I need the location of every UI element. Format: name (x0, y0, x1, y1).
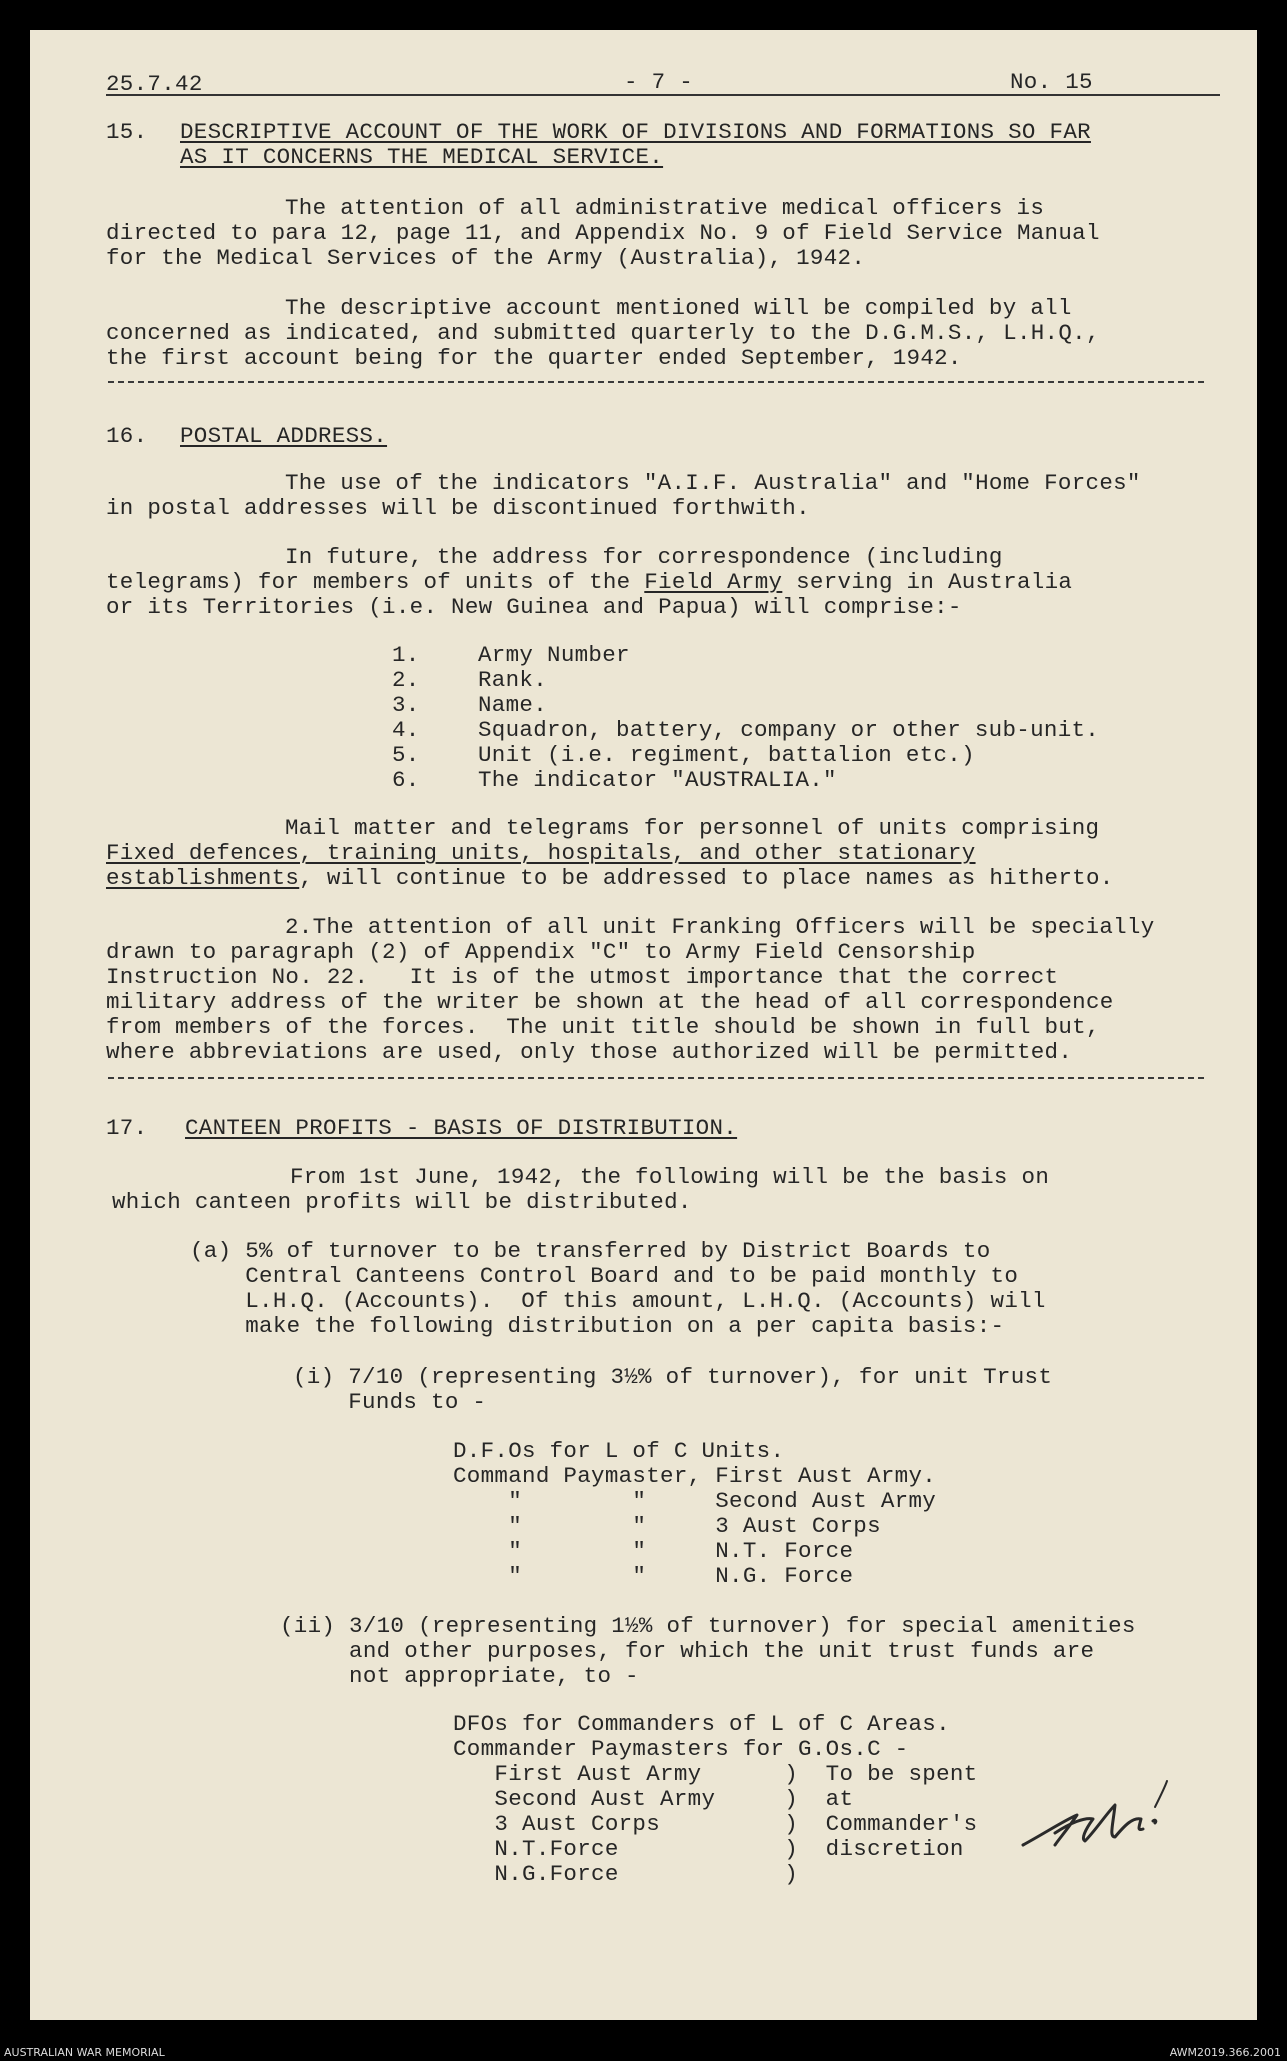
section-17-title: CANTEEN PROFITS - BASIS OF DISTRIBUTION. (185, 1115, 738, 1141)
s15-p2-line: The descriptive account mentioned will be compiled by all (285, 295, 1072, 321)
list-number: 6. (392, 767, 420, 793)
s17-a-line: Central Canteens Control Board and to be paid monthly to (190, 1263, 1019, 1289)
s16-p4-line: Instruction No. 22. It is of the utmost importance that the correct (106, 964, 1059, 990)
s16-p3-text: , will continue to be addressed to place names as hitherto. (299, 865, 1114, 891)
s16-p3-underlined-line: Fixed defences, training units, hospitals, and other stationary (106, 840, 976, 866)
s17-p1-line: which canteen profits will be distributed. (112, 1189, 692, 1215)
s17-a-line: L.H.Q. (Accounts). Of this amount, L.H.Q. (Accounts) will (190, 1288, 1046, 1314)
paymaster-line: " " N.G. Force (453, 1563, 854, 1589)
list-item: Name. (478, 692, 548, 718)
s16-p1-line: in postal addresses will be discontinued forthwith. (106, 495, 810, 521)
section-15-title-line-2: AS IT CONCERNS THE MEDICAL SERVICE. (180, 144, 664, 170)
section-15-title-line-1: DESCRIPTIVE ACCOUNT OF THE WORK OF DIVISIONS AND FORMATIONS SO FAR (180, 119, 1091, 145)
s16-p3-line (106, 866, 1114, 891)
s16-p2-line: or its Territories (i.e. New Guinea and Papua) will comprise:- (106, 594, 962, 620)
section-16-title: POSTAL ADDRESS. (180, 423, 388, 449)
s16-p3-line: Mail matter and telegrams for personnel of units comprising (285, 815, 1100, 841)
list-number: 1. (392, 642, 420, 668)
s15-p1-line: The attention of all administrative medical officers is (285, 195, 1045, 221)
s16-p4-line: 2.The attention of all unit Franking Officers will be specially (285, 914, 1155, 940)
commander-line: Second Aust Army ) at (453, 1786, 854, 1812)
document-number: No. 15 (1010, 69, 1093, 95)
s15-p2-line: the first account being for the quarter ended September, 1942. (106, 345, 962, 371)
s17-i-line: (i) 7/10 (representing 3½% of turnover), for unit Trust (293, 1364, 1053, 1390)
commander-line: First Aust Army ) To be spent (453, 1761, 978, 1787)
section-17-number: 17. (106, 1115, 148, 1141)
s16-p4-line: from members of the forces. The unit title should be shown in full but, (106, 1014, 1100, 1040)
commander-line: 3 Aust Corps ) Commander's (453, 1811, 978, 1837)
s16-p2-text: telegrams) for members of units of the (106, 569, 645, 595)
s16-p4-line: drawn to paragraph (2) of Appendix "C" to Army Field Censorship (106, 939, 976, 965)
paymaster-line: " " 3 Aust Corps (453, 1513, 881, 1539)
list-item: The indicator "AUSTRALIA." (478, 767, 837, 793)
list-number: 4. (392, 717, 420, 743)
paymaster-line: " " Second Aust Army (453, 1488, 937, 1514)
header-rule (106, 94, 1220, 96)
paymaster-line: D.F.Os for L of C Units. (453, 1438, 785, 1464)
paymaster-line: " " N.T. Force (453, 1538, 854, 1564)
page-number: - 7 - (624, 69, 694, 95)
s17-ii-line: and other purposes, for which the unit trust funds are (280, 1638, 1095, 1664)
s17-ii-line: not appropriate, to - (280, 1663, 639, 1689)
section-divider (108, 381, 1204, 383)
header-date: 25.7.42 (106, 71, 203, 97)
s16-p2-line (106, 570, 1072, 595)
paymaster-line: Command Paymaster, First Aust Army. (453, 1463, 937, 1489)
s16-p4-line: where abbreviations are used, only those authorized will be permitted. (106, 1039, 1073, 1065)
s15-p1-line: directed to para 12, page 11, and Appendix No. 9 of Field Service Manual (106, 220, 1100, 246)
handwritten-initials-signature (1015, 1775, 1195, 1865)
commander-line: N.T.Force ) discretion (453, 1836, 964, 1862)
commander-line: N.G.Force ) (453, 1861, 799, 1887)
s16-p2-line: In future, the address for correspondence (including (285, 544, 1003, 570)
field-army-underlined: Field Army (644, 569, 783, 595)
list-item: Squadron, battery, company or other sub-unit. (478, 717, 1100, 743)
list-number: 3. (392, 692, 420, 718)
archive-footer-right: AWM2019.366.2001 (1169, 2046, 1281, 2059)
section-16-number: 16. (106, 423, 148, 449)
s16-p1-line: The use of the indicators "A.I.F. Australia" and "Home Forces" (285, 470, 1141, 496)
commander-line: Commander Paymasters for G.Os.C - (453, 1736, 909, 1762)
s17-a-line: (a) 5% of turnover to be transferred by District Boards to (190, 1238, 991, 1264)
list-number: 5. (392, 742, 420, 768)
s16-p4-line: military address of the writer be shown at the head of all correspondence (106, 989, 1114, 1015)
list-number: 2. (392, 667, 420, 693)
s15-p1-line: for the Medical Services of the Army (Australia), 1942. (106, 245, 866, 271)
s17-i-line: Funds to - (293, 1389, 487, 1415)
s17-a-line: make the following distribution on a per capita basis:- (190, 1313, 1005, 1339)
s17-ii-line: (ii) 3/10 (representing 1½% of turnover) for special amenities (280, 1613, 1136, 1639)
list-item: Army Number (478, 642, 630, 668)
section-15-number: 15. (106, 119, 148, 145)
establishments-underlined: establishments (106, 865, 300, 891)
list-item: Unit (i.e. regiment, battalion etc.) (478, 742, 975, 768)
archive-footer-left: AUSTRALIAN WAR MEMORIAL (4, 2046, 165, 2059)
section-divider (108, 1077, 1204, 1079)
commander-line: DFOs for Commanders of L of C Areas. (453, 1711, 950, 1737)
s17-p1-line: From 1st June, 1942, the following will be the basis on (290, 1164, 1050, 1190)
s16-p2-text: serving in Australia (782, 569, 1073, 595)
list-item: Rank. (478, 667, 548, 693)
s15-p2-line: concerned as indicated, and submitted quarterly to the D.G.M.S., L.H.Q., (106, 320, 1100, 346)
